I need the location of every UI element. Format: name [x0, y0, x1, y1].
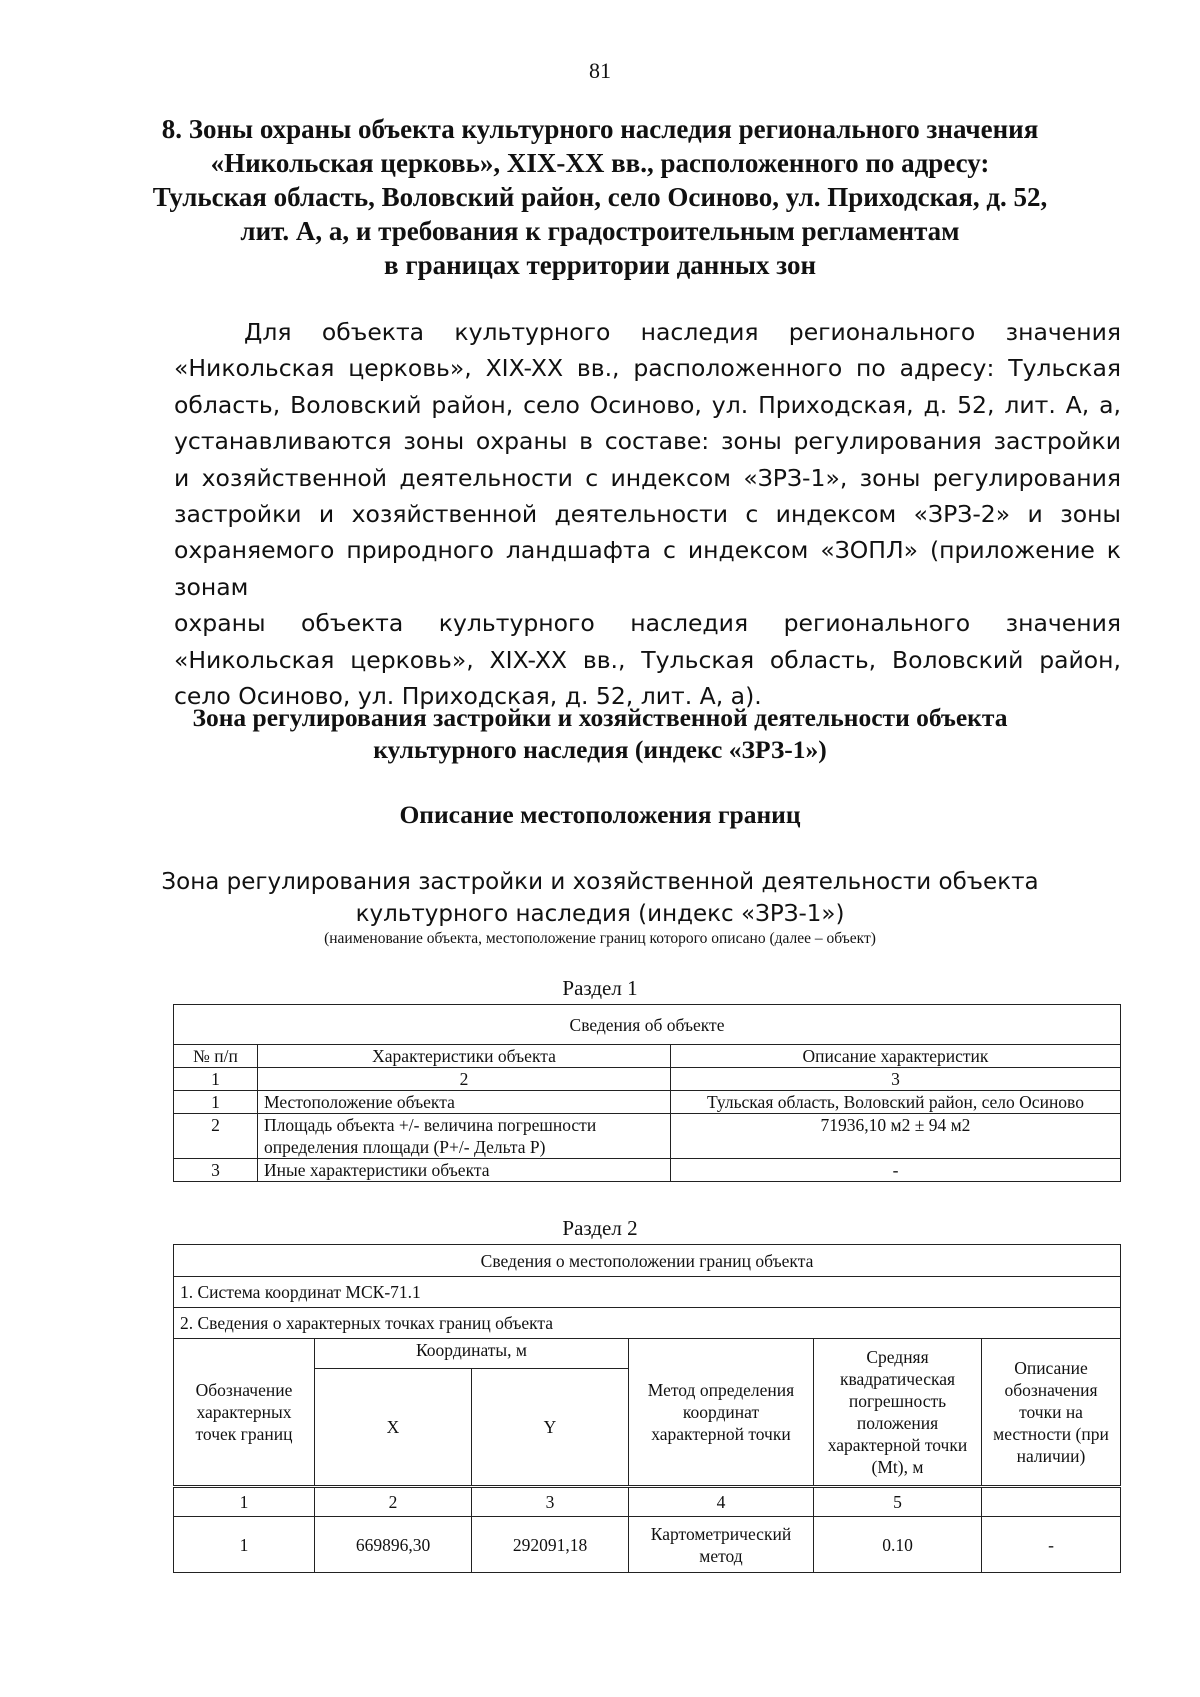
- row-number: 2: [174, 1114, 258, 1159]
- object-name-line: Зона регулирования застройки и хозяйственной деятельности объекта: [161, 869, 1039, 895]
- object-info-table: [173, 1004, 1121, 1182]
- points-title: 2. Сведения о характерных точках границ объекта: [174, 1308, 1121, 1339]
- row-characteristic: Иные характеристики объекта: [258, 1159, 671, 1182]
- boundary-points-table: [173, 1244, 1121, 1573]
- coords-header: Координаты, м: [315, 1339, 629, 1369]
- row-number: 1: [174, 1091, 258, 1114]
- coordinate-system: 1. Система координат МСК-71.1: [174, 1277, 1121, 1308]
- column-header: Описание характеристик: [671, 1045, 1121, 1068]
- index-cell: 3: [671, 1068, 1121, 1091]
- title-line: 8. Зоны охраны объекта культурного наследия регионального значения: [161, 114, 1039, 144]
- table-row: [174, 1114, 1121, 1159]
- description-header: Описание обозначения точки на местности (при наличии): [982, 1339, 1121, 1487]
- index-cell: 1: [174, 1068, 258, 1091]
- column-header: № п/п: [174, 1045, 258, 1068]
- row-number: 3: [174, 1159, 258, 1182]
- index-cell: 5: [814, 1487, 982, 1517]
- y-coordinate: 292091,18: [472, 1517, 629, 1573]
- table-title: Сведения об объекте: [174, 1005, 1121, 1045]
- zone-heading-line: Зона регулирования застройки и хозяйственной деятельности объекта: [192, 703, 1008, 732]
- table-row: [174, 1517, 1121, 1573]
- title-line: лит. А, а, и требования к градостроительным регламентам: [240, 216, 960, 246]
- index-cell: 4: [629, 1487, 814, 1517]
- document-title: [130, 112, 1070, 282]
- intro-line: «Никольская церковь», XIX-XX вв., Тульская область, Воловский район,: [174, 645, 1121, 674]
- table-title: Сведения о местоположении границ объекта: [174, 1245, 1121, 1277]
- point-description: -: [982, 1517, 1121, 1573]
- table-row: [174, 1091, 1121, 1114]
- method: Картометрический метод: [629, 1517, 814, 1573]
- row-characteristic: Местоположение объекта: [258, 1091, 671, 1114]
- y-header: Y: [472, 1369, 629, 1487]
- index-cell: [982, 1487, 1121, 1517]
- object-name: [130, 866, 1070, 930]
- row-description: 71936,10 м2 ± 94 м2: [671, 1114, 1121, 1159]
- table-row: [174, 1159, 1121, 1182]
- row-description: -: [671, 1159, 1121, 1182]
- index-cell: 1: [174, 1487, 315, 1517]
- row-characteristic: Площадь объекта +/- величина погрешности определения площади (Р+/- Дельта Р): [258, 1114, 671, 1159]
- index-cell: 3: [472, 1487, 629, 1517]
- point-header: Обозначение характерных точек границ: [174, 1339, 315, 1487]
- intro-paragraph: [174, 314, 1121, 714]
- index-cell: 2: [315, 1487, 472, 1517]
- intro-line: Для объекта культурного наследия регионального значения: [244, 318, 1121, 346]
- intro-line: застройки и хозяйственной деятельности с индексом «ЗРЗ-2» и зоны: [174, 500, 1121, 529]
- object-name-line: культурного наследия (индекс «ЗРЗ-1»): [355, 901, 845, 927]
- intro-line: охраны объекта культурного наследия регионального значения: [174, 609, 1121, 638]
- section1-label: Раздел 1: [562, 976, 638, 1000]
- description-heading: Описание местоположения границ: [399, 800, 801, 829]
- column-header: Характеристики объекта: [258, 1045, 671, 1068]
- x-coordinate: 669896,30: [315, 1517, 472, 1573]
- zone-heading-line: культурного наследия (индекс «ЗРЗ-1»): [373, 735, 827, 764]
- method-header: Метод определения координат характерной точки: [629, 1339, 814, 1487]
- row-description: Тульская область, Воловский район, село Осиново: [671, 1091, 1121, 1114]
- x-header: X: [315, 1369, 472, 1487]
- title-line: в границах территории данных зон: [384, 250, 816, 280]
- intro-line: область, Воловский район, село Осиново, ул. Приходская, д. 52, лит. А, а,: [174, 390, 1121, 419]
- intro-line: село Осиново, ул. Приходская, д. 52, лит. А, а).: [174, 682, 762, 711]
- title-line: Тульская область, Воловский район, село Осиново, ул. Приходская, д. 52,: [152, 182, 1048, 212]
- zone-heading: [130, 702, 1070, 766]
- point-id: 1: [174, 1517, 315, 1573]
- error: 0.10: [814, 1517, 982, 1573]
- object-caption: (наименование объекта, местоположение границ которого описано (далее – объект): [324, 930, 876, 947]
- page-number: 81: [589, 58, 611, 83]
- index-cell: 2: [258, 1068, 671, 1091]
- title-line: «Никольская церковь», XIX-XX вв., расположенного по адресу:: [210, 148, 990, 178]
- intro-line: устанавливаются зоны охраны в составе: зоны регулирования застройки: [174, 427, 1121, 456]
- intro-line: и хозяйственной деятельности с индексом «ЗРЗ-1», зоны регулирования: [174, 463, 1121, 492]
- intro-line: охраняемого природного ландшафта с индексом «ЗОПЛ» (приложение к зонам: [174, 536, 1121, 601]
- intro-line: «Никольская церковь», XIX-XX вв., расположенного по адресу: Тульская: [174, 354, 1121, 383]
- error-header: Средняя квадратическая погрешность положения характерной точки (Mt), м: [814, 1339, 982, 1487]
- section2-label: Раздел 2: [562, 1216, 638, 1240]
